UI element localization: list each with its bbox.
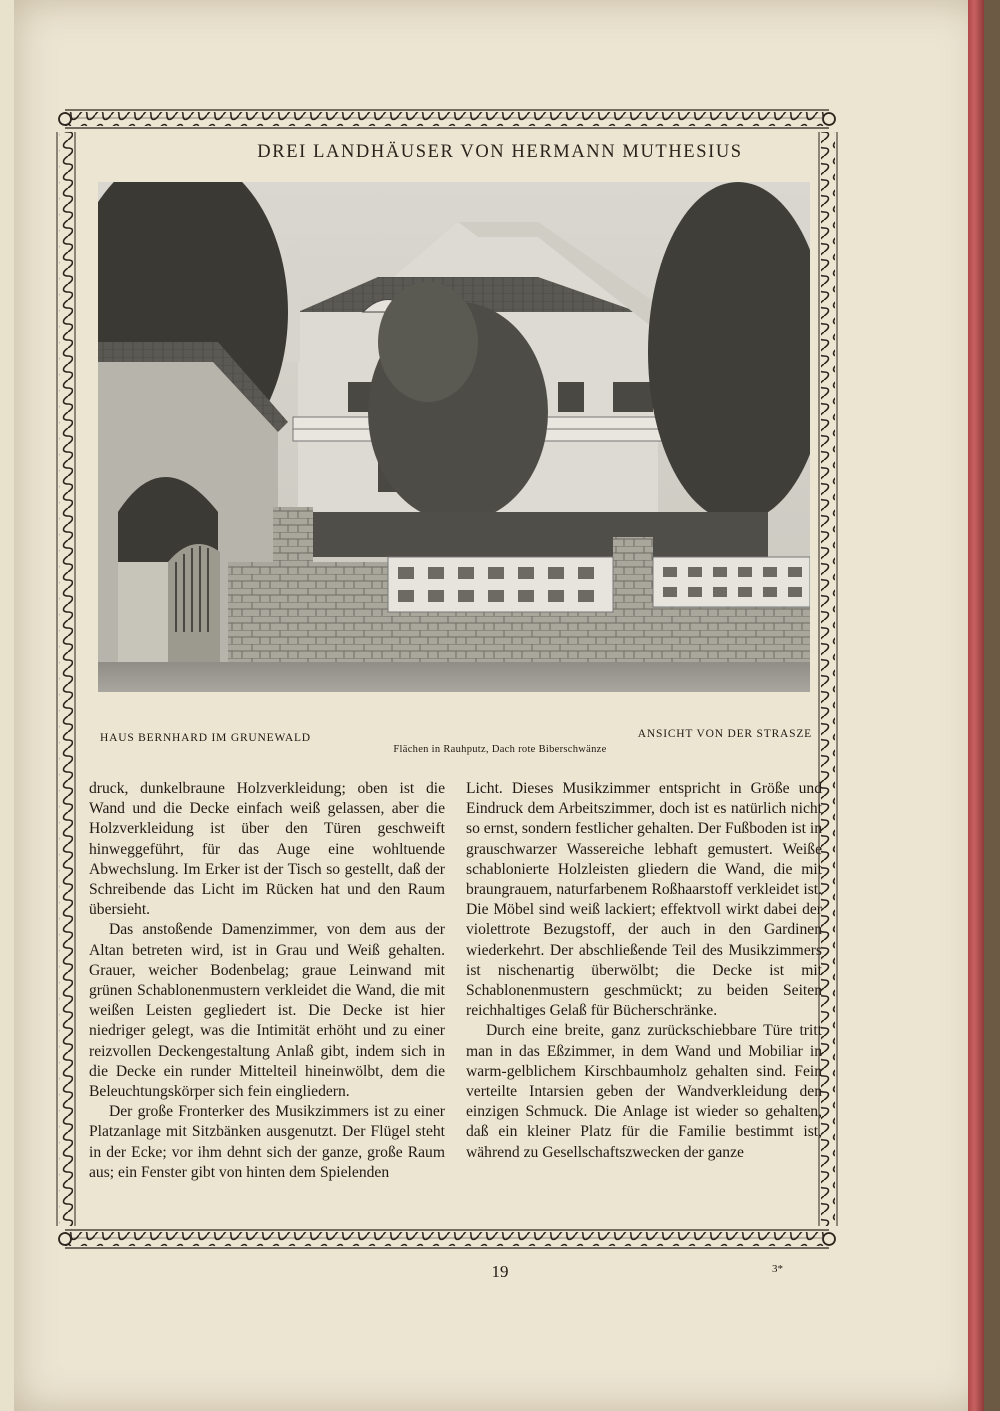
paragraph: Das anstoßende Damenzimmer, von dem aus der Altan betreten wird, ist in Grau und Weiß gehalten. Grauer, weicher Bodenbelag; graue Leinwand mit grünen Schablonenmustern verkleidet die Wand, die mit weißen Leisten gegliedert ist. Die Decke ist hier niedriger gelegt, was die Intimität erhöht und zu einer reizvollen Deckengestaltung Anlaß gibt, indem sich in die Decke ein runder Mittelteil hineinwölbt, dem die Beleuchtungskörper sich fein eingliedern. — [89, 921, 445, 1101]
figure-caption-subtitle: Flächen in Rauhputz, Dach rote Biberschwänze — [393, 744, 607, 755]
page-edge — [968, 0, 984, 1411]
figure-caption-right: ANSICHT VON DER STRASZE — [637, 728, 812, 740]
text-column-left — [89, 779, 445, 1183]
adjacent-page-strip — [0, 0, 14, 1411]
paragraph: druck, dunkelbraune Holzverkleidung; oben ist die Wand und die Decke einfach weiß gelassen, aber die Holzverkleidung ist über den Türen geschweift hinweggeführt, für das Auge eine wohltuende Abwechslung. Im Erker ist der Tisch so gestellt, daß der Schreibende das Licht im Rücken hat und den Raum übersieht. — [89, 780, 445, 919]
paragraph: Licht. Dieses Musikzimmer entspricht in Größe und Eindruck dem Arbeitszimmer, doch ist es natürlich nicht so ernst, sondern festlicher gehalten. Der Fußboden ist in grauschwarzer Wassereiche lebhaft gemustert. Weiße schablonierte Holzleisten gliedern die Wand, die mit braungrauem, naturfarbenem Roßhaarstoff verkleidet ist. Die Möbel sind weiß lackiert; effektvoll wirkt dabei der violettrote Bezugstoff, der auch in den Gardinen wiederkehrt. Der abschließende Teil des Musikzimmers ist nischenartig überwölbt; die Decke ist mit Schablonenmustern geschmückt; zu beiden Seiten reichhaltiges Gelaß für Bücherschränke. — [466, 780, 822, 1020]
house-photograph — [98, 182, 810, 692]
signature-mark: 3* — [772, 1263, 783, 1275]
paragraph: Der große Fronterker des Musikzimmers ist zu einer Platzanlage mit Sitzbänken ausgenutzt. Der Flügel steht in der Ecke; vor ihm dehnt sich der ganze, große Raum aus; ein Fenster gibt von hinten dem Spielenden — [89, 1103, 445, 1181]
page-number: 19 — [491, 1262, 509, 1281]
paragraph: Durch eine breite, ganz zurückschiebbare Türe tritt man in das Eßzimmer, in dem Wand und Mobiliar in warm-gelblichem Kirschbaumholz gehalten sind. Fein verteilte Intarsien geben der Wandverkleidung den einzigen Schmuck. Die Anlage ist wieder so gehalten, daß ein kleiner Platz für die Familie bestimmt ist, während zu Gesellschaftszwecken der ganze — [466, 1022, 822, 1161]
figure-caption-left: HAUS BERNHARD IM GRUNEWALD — [100, 732, 311, 744]
text-column-right — [466, 779, 822, 1163]
running-header: DREI LANDHÄUSER VON HERMANN MUTHESIUS — [257, 142, 743, 162]
